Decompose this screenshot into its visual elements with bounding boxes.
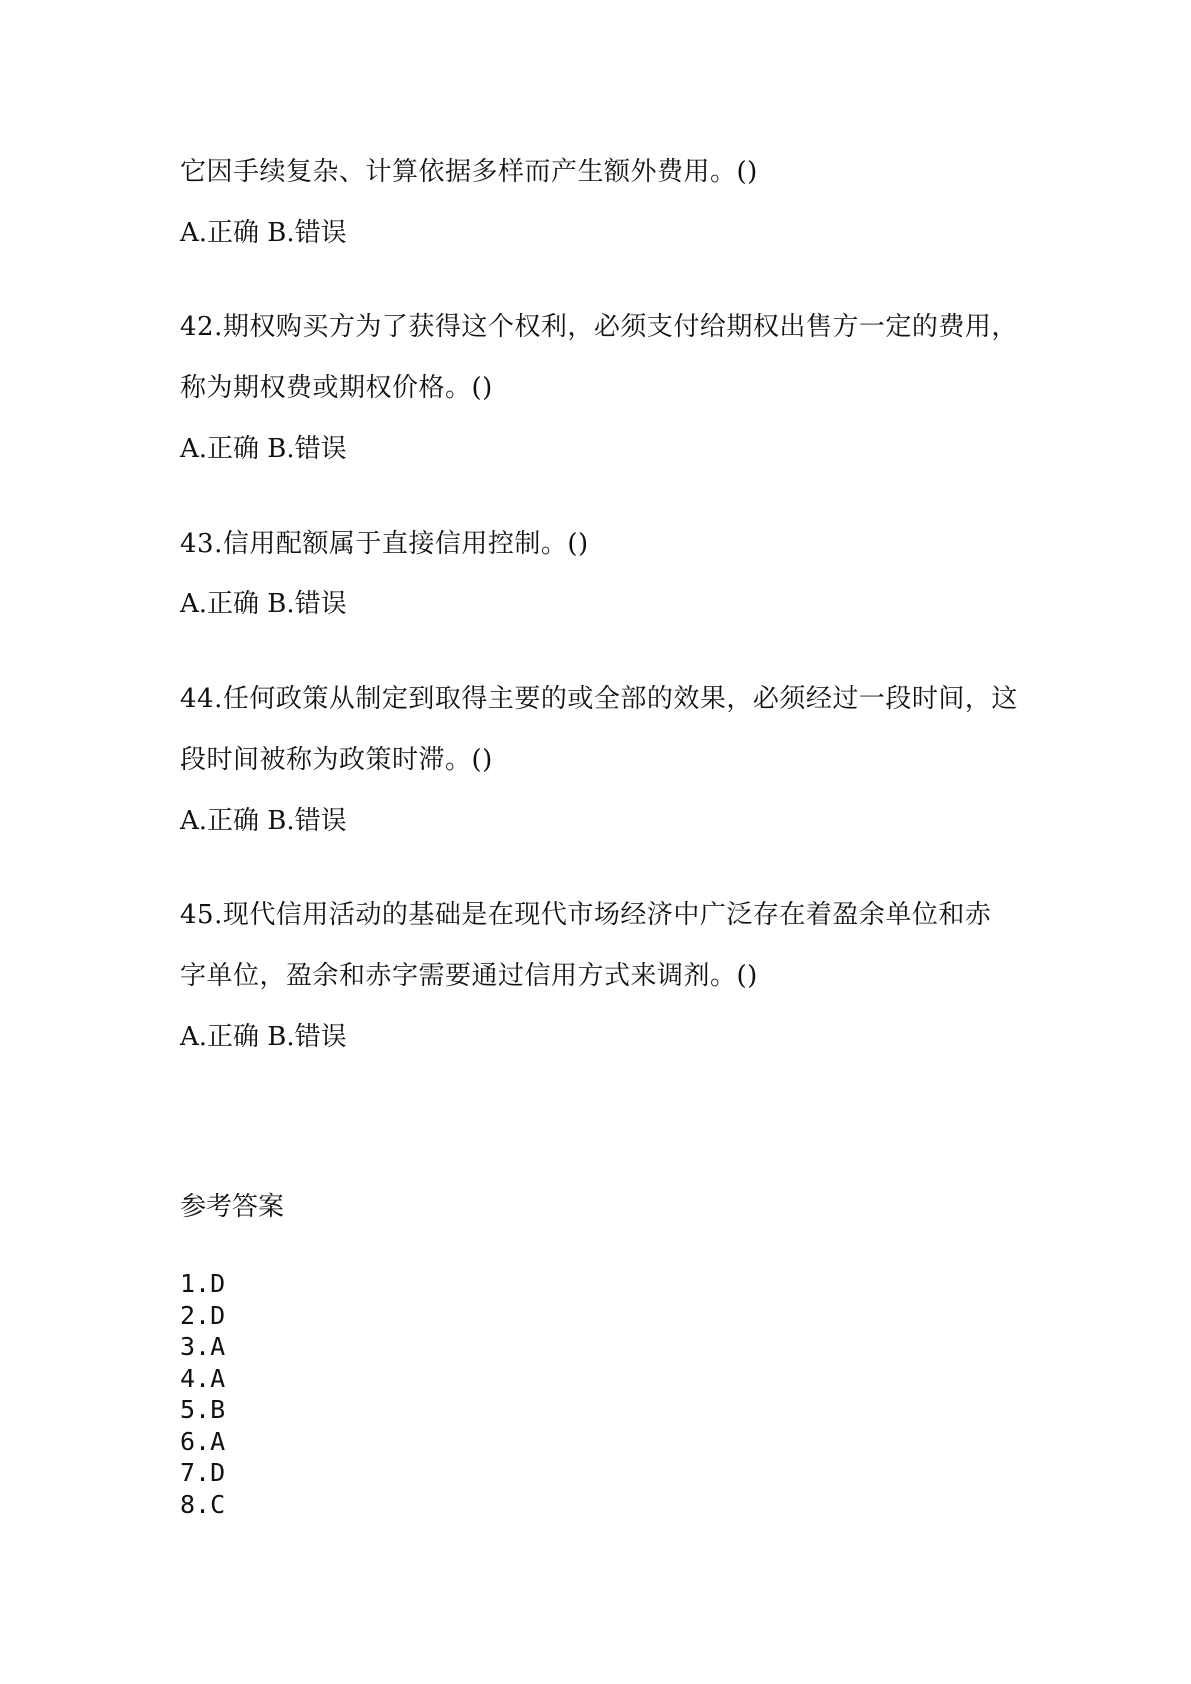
question-45-text-line-1: 45.现代信用活动的基础是在现代市场经济中广泛存在着盈余单位和赤 bbox=[180, 900, 992, 930]
question-41-text-line-2: 它因手续复杂、计算依据多样而产生额外费用。() bbox=[180, 157, 758, 187]
answer-item: 8.C bbox=[180, 1489, 226, 1519]
question-45-text-line-2: 字单位，盈余和赤字需要通过信用方式来调剂。() bbox=[180, 961, 758, 991]
answer-item: 7.D bbox=[180, 1458, 226, 1487]
answer-list bbox=[180, 1268, 225, 1520]
answers-heading: 参考答案 bbox=[180, 1192, 285, 1222]
answer-item: 6.A bbox=[180, 1426, 226, 1456]
answer-item: 1.D bbox=[180, 1269, 226, 1298]
question-42-options: A.正确 B.错误 bbox=[180, 434, 347, 464]
answer-item: 5.B bbox=[180, 1395, 226, 1424]
answer-item: 3.A bbox=[180, 1332, 226, 1361]
question-43-options: A.正确 B.错误 bbox=[180, 589, 347, 619]
question-43-text-line-1: 43.信用配额属于直接信用控制。() bbox=[180, 529, 589, 559]
question-44-text-line-2: 段时间被称为政策时滞。() bbox=[180, 745, 493, 775]
question-45-options: A.正确 B.错误 bbox=[180, 1022, 347, 1052]
question-44-options: A.正确 B.错误 bbox=[180, 806, 347, 836]
answer-item: 2.D bbox=[180, 1300, 226, 1330]
question-42-text-line-2: 称为期权费或期权价格。() bbox=[180, 373, 493, 403]
answer-item: 4.A bbox=[180, 1363, 226, 1393]
question-44-text-line-1: 44.任何政策从制定到取得主要的或全部的效果，必须经过一段时间，这 bbox=[180, 684, 1018, 714]
question-42-text-line-1: 42.期权购买方为了获得这个权利，必须支付给期权出售方一定的费用， bbox=[180, 312, 1018, 342]
question-41-options: A.正确 B.错误 bbox=[180, 218, 347, 248]
